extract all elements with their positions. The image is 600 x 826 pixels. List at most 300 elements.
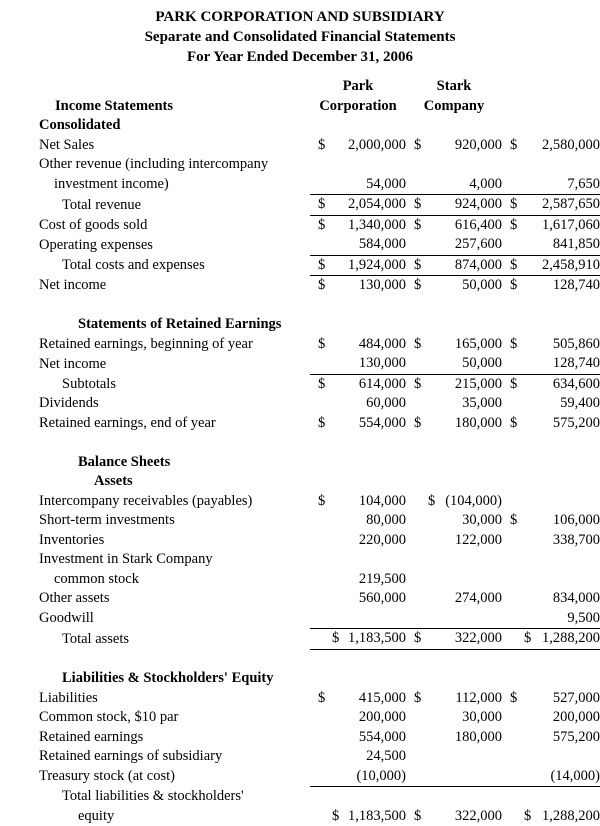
row-label: equity bbox=[0, 807, 310, 826]
amount-value: 415,000 bbox=[359, 689, 406, 709]
amount-wrap bbox=[502, 354, 600, 374]
table-row bbox=[0, 235, 600, 255]
row-label: Other revenue (including intercompany bbox=[0, 155, 310, 175]
table-row bbox=[0, 767, 600, 787]
amount-wrap bbox=[406, 375, 502, 395]
currency-symbol: $ bbox=[310, 216, 325, 236]
section-heading-row bbox=[0, 116, 600, 136]
column-header-stark-line2: Company bbox=[406, 97, 502, 117]
amount-cell bbox=[406, 374, 502, 394]
table-row bbox=[0, 550, 600, 570]
row-label: investment income) bbox=[0, 175, 310, 195]
amount-cell bbox=[406, 629, 502, 650]
amount-cell bbox=[406, 531, 502, 551]
amount-wrap bbox=[406, 136, 502, 156]
table-row bbox=[0, 414, 600, 434]
amount-value: 50,000 bbox=[462, 276, 502, 296]
row-label: Retained earnings, end of year bbox=[0, 414, 310, 434]
amount-value: 219,500 bbox=[359, 570, 406, 590]
row-label: Retained earnings bbox=[0, 728, 310, 748]
amount-cell bbox=[406, 414, 502, 434]
amount-value: 322,000 bbox=[455, 629, 502, 649]
amount-cell bbox=[406, 155, 502, 175]
amount-value: 1,924,000 bbox=[348, 256, 406, 276]
table-row bbox=[0, 531, 600, 551]
amount-value: 560,000 bbox=[359, 589, 406, 609]
amount-wrap bbox=[502, 216, 600, 236]
amount-cell bbox=[406, 136, 502, 156]
amount-value: 841,850 bbox=[553, 235, 600, 255]
column-header-park-line1: Park bbox=[310, 77, 406, 97]
amount-value: 2,054,000 bbox=[348, 195, 406, 215]
amount-cell bbox=[310, 728, 406, 748]
amount-value: 484,000 bbox=[359, 335, 406, 355]
amount-wrap bbox=[406, 335, 502, 355]
currency-symbol: $ bbox=[502, 335, 517, 355]
amount-wrap bbox=[406, 708, 502, 728]
amount-cell bbox=[406, 335, 502, 355]
table-row bbox=[0, 570, 600, 590]
currency-symbol: $ bbox=[310, 136, 325, 156]
currency-symbol: $ bbox=[502, 629, 531, 649]
amount-cell bbox=[502, 235, 600, 255]
amount-wrap bbox=[406, 689, 502, 709]
amount-value: 50,000 bbox=[462, 354, 502, 374]
amount-cell bbox=[406, 255, 502, 276]
amount-cell bbox=[406, 787, 502, 807]
amount-wrap bbox=[502, 589, 600, 609]
row-spacer bbox=[0, 296, 600, 316]
currency-symbol: $ bbox=[310, 807, 339, 826]
amount-cell bbox=[406, 511, 502, 531]
amount-value: 834,000 bbox=[553, 589, 600, 609]
table-row bbox=[0, 354, 600, 374]
amount-cell bbox=[406, 708, 502, 728]
amount-cell bbox=[502, 747, 600, 767]
currency-symbol: $ bbox=[406, 276, 421, 296]
amount-cell bbox=[502, 155, 600, 175]
amount-wrap bbox=[310, 394, 406, 414]
amount-cell bbox=[310, 807, 406, 826]
table-row bbox=[0, 374, 600, 394]
section-heading-row bbox=[0, 453, 600, 473]
amount-cell bbox=[310, 374, 406, 394]
amount-value: 1,183,500 bbox=[348, 629, 406, 649]
section-heading-balance-sheets: Balance Sheets bbox=[0, 453, 600, 473]
amount-value: 257,600 bbox=[455, 235, 502, 255]
amount-wrap bbox=[406, 216, 502, 236]
currency-symbol: $ bbox=[406, 629, 421, 649]
amount-value: 616,400 bbox=[455, 216, 502, 236]
section-heading-liabilities-equity: Liabilities & Stockholders' Equity bbox=[0, 669, 600, 689]
amount-value: 9,500 bbox=[567, 609, 600, 629]
amount-value: 60,000 bbox=[366, 394, 406, 414]
amount-value: 30,000 bbox=[462, 511, 502, 531]
amount-wrap bbox=[502, 394, 600, 414]
row-label: Net income bbox=[0, 354, 310, 374]
amount-wrap bbox=[502, 375, 600, 395]
amount-wrap bbox=[310, 531, 406, 551]
amount-wrap bbox=[502, 511, 600, 531]
amount-value: 575,200 bbox=[553, 414, 600, 434]
row-label: Common stock, $10 par bbox=[0, 708, 310, 728]
amount-wrap bbox=[502, 629, 600, 649]
amount-cell bbox=[310, 787, 406, 807]
table-row bbox=[0, 335, 600, 355]
row-label: Retained earnings of subsidiary bbox=[0, 747, 310, 767]
amount-value: 165,000 bbox=[455, 335, 502, 355]
amount-value: 4,000 bbox=[469, 175, 502, 195]
amount-wrap bbox=[502, 807, 600, 826]
amount-value: 920,000 bbox=[455, 136, 502, 156]
section-heading-consolidated: Consolidated bbox=[0, 116, 600, 136]
amount-wrap bbox=[502, 689, 600, 709]
spacer-cell bbox=[0, 433, 600, 453]
amount-wrap bbox=[310, 256, 406, 276]
currency-symbol: $ bbox=[310, 492, 325, 512]
amount-wrap bbox=[310, 807, 406, 826]
currency-symbol: $ bbox=[310, 195, 325, 215]
currency-symbol: $ bbox=[310, 414, 325, 434]
table-row bbox=[0, 747, 600, 767]
amount-cell bbox=[310, 335, 406, 355]
table-row bbox=[0, 175, 600, 195]
amount-wrap bbox=[502, 175, 600, 195]
amount-cell bbox=[406, 235, 502, 255]
amount-value: 80,000 bbox=[366, 511, 406, 531]
amount-cell bbox=[310, 689, 406, 709]
amount-wrap bbox=[502, 195, 600, 215]
amount-cell bbox=[310, 215, 406, 235]
section-heading-assets: Assets bbox=[0, 472, 600, 492]
amount-value: 106,000 bbox=[553, 511, 600, 531]
amount-wrap bbox=[406, 728, 502, 748]
section-heading-row bbox=[0, 472, 600, 492]
amount-wrap bbox=[310, 414, 406, 434]
amount-cell bbox=[406, 394, 502, 414]
currency-symbol: $ bbox=[502, 195, 517, 215]
currency-symbol: $ bbox=[310, 256, 325, 276]
amount-wrap bbox=[310, 335, 406, 355]
amount-cell bbox=[406, 689, 502, 709]
amount-cell bbox=[502, 689, 600, 709]
currency-symbol: $ bbox=[406, 807, 421, 826]
amount-cell bbox=[406, 550, 502, 570]
amount-cell bbox=[502, 787, 600, 807]
amount-wrap bbox=[310, 375, 406, 395]
amount-value: 505,860 bbox=[553, 335, 600, 355]
table-row bbox=[0, 136, 600, 156]
table-row bbox=[0, 728, 600, 748]
amount-wrap bbox=[310, 767, 406, 787]
amount-cell bbox=[406, 175, 502, 195]
amount-wrap bbox=[406, 531, 502, 551]
amount-cell bbox=[310, 492, 406, 512]
amount-value: 584,000 bbox=[359, 235, 406, 255]
amount-cell bbox=[310, 175, 406, 195]
amount-wrap bbox=[310, 195, 406, 215]
spacer-cell bbox=[0, 296, 600, 316]
amount-value: 338,700 bbox=[553, 531, 600, 551]
row-label: Operating expenses bbox=[0, 235, 310, 255]
amount-wrap bbox=[310, 216, 406, 236]
amount-cell bbox=[310, 629, 406, 650]
amount-cell bbox=[502, 492, 600, 512]
amount-wrap bbox=[406, 235, 502, 255]
amount-wrap bbox=[310, 175, 406, 195]
table-row bbox=[0, 609, 600, 629]
amount-value: 130,000 bbox=[359, 354, 406, 374]
currency-symbol: $ bbox=[310, 375, 325, 395]
amount-value: 1,183,500 bbox=[348, 807, 406, 826]
amount-value: 112,000 bbox=[455, 689, 502, 709]
currency-symbol: $ bbox=[502, 807, 531, 826]
amount-cell bbox=[502, 708, 600, 728]
amount-cell bbox=[310, 708, 406, 728]
amount-wrap bbox=[310, 589, 406, 609]
amount-wrap bbox=[406, 511, 502, 531]
amount-wrap bbox=[406, 276, 502, 296]
amount-value: 274,000 bbox=[455, 589, 502, 609]
amount-wrap bbox=[310, 354, 406, 374]
table-row bbox=[0, 708, 600, 728]
currency-symbol: $ bbox=[502, 689, 517, 709]
financial-statements-table bbox=[0, 77, 600, 826]
amount-value: 104,000 bbox=[359, 492, 406, 512]
amount-wrap bbox=[406, 492, 502, 512]
currency-symbol: $ bbox=[310, 629, 339, 649]
amount-cell bbox=[502, 589, 600, 609]
section-heading-row bbox=[0, 315, 600, 335]
amount-cell bbox=[310, 235, 406, 255]
column-header-consolidated-blank bbox=[502, 77, 600, 97]
amount-value: 24,500 bbox=[366, 747, 406, 767]
amount-cell bbox=[310, 195, 406, 216]
row-label: Liabilities bbox=[0, 689, 310, 709]
amount-cell bbox=[502, 394, 600, 414]
amount-value: 2,587,650 bbox=[542, 195, 600, 215]
amount-value: 59,400 bbox=[560, 394, 600, 414]
row-label: Net income bbox=[0, 276, 310, 296]
amount-value: 35,000 bbox=[462, 394, 502, 414]
amount-value: 220,000 bbox=[359, 531, 406, 551]
column-header-stark-line1: Stark bbox=[406, 77, 502, 97]
amount-wrap bbox=[310, 570, 406, 590]
row-label: Goodwill bbox=[0, 609, 310, 629]
amount-cell bbox=[502, 609, 600, 629]
currency-symbol: $ bbox=[310, 276, 325, 296]
amount-value: 554,000 bbox=[359, 728, 406, 748]
amount-cell bbox=[310, 414, 406, 434]
amount-wrap bbox=[310, 747, 406, 767]
amount-cell bbox=[310, 747, 406, 767]
amount-cell bbox=[502, 255, 600, 276]
amount-cell bbox=[310, 531, 406, 551]
amount-wrap bbox=[406, 629, 502, 649]
amount-cell bbox=[502, 335, 600, 355]
row-label: Dividends bbox=[0, 394, 310, 414]
amount-wrap bbox=[310, 276, 406, 296]
amount-cell bbox=[502, 511, 600, 531]
row-label: Intercompany receivables (payables) bbox=[0, 492, 310, 512]
amount-wrap bbox=[406, 354, 502, 374]
amount-cell bbox=[406, 215, 502, 235]
amount-value: 527,000 bbox=[553, 689, 600, 709]
amount-cell bbox=[406, 570, 502, 590]
title-line-2: Separate and Consolidated Financial Statements bbox=[0, 27, 600, 47]
amount-value: 2,000,000 bbox=[348, 136, 406, 156]
amount-wrap bbox=[406, 394, 502, 414]
amount-cell bbox=[502, 414, 600, 434]
currency-symbol: $ bbox=[406, 136, 421, 156]
currency-symbol: $ bbox=[502, 216, 517, 236]
amount-value: 128,740 bbox=[553, 276, 600, 296]
amount-cell bbox=[502, 136, 600, 156]
table-row bbox=[0, 215, 600, 235]
row-label: Subtotals bbox=[0, 374, 310, 394]
amount-cell bbox=[310, 255, 406, 276]
table-row bbox=[0, 492, 600, 512]
amount-wrap bbox=[310, 235, 406, 255]
amount-value: (104,000) bbox=[445, 492, 502, 512]
column-header-income-statements: Income Statements bbox=[0, 97, 310, 117]
amount-value: 128,740 bbox=[553, 354, 600, 374]
column-header-park-line2: Corporation bbox=[310, 97, 406, 117]
currency-symbol: $ bbox=[406, 335, 421, 355]
amount-wrap bbox=[502, 708, 600, 728]
amount-cell bbox=[502, 195, 600, 216]
table-row bbox=[0, 629, 600, 650]
document-title-block bbox=[0, 0, 600, 67]
currency-symbol: $ bbox=[502, 276, 517, 296]
column-header-consolidated-blank-2 bbox=[502, 97, 600, 117]
amount-cell bbox=[406, 807, 502, 826]
amount-value: 54,000 bbox=[366, 175, 406, 195]
amount-cell bbox=[502, 550, 600, 570]
table-row bbox=[0, 511, 600, 531]
amount-wrap bbox=[502, 414, 600, 434]
amount-cell bbox=[310, 136, 406, 156]
row-label: Inventories bbox=[0, 531, 310, 551]
currency-symbol: $ bbox=[406, 375, 421, 395]
table-row bbox=[0, 589, 600, 609]
amount-wrap bbox=[406, 175, 502, 195]
column-header-row-2 bbox=[0, 97, 600, 117]
amount-wrap bbox=[406, 414, 502, 434]
amount-wrap bbox=[406, 589, 502, 609]
spacer-cell bbox=[0, 649, 600, 669]
row-spacer bbox=[0, 433, 600, 453]
table-row bbox=[0, 689, 600, 709]
row-label: Total assets bbox=[0, 629, 310, 650]
amount-wrap bbox=[406, 256, 502, 276]
table-row bbox=[0, 255, 600, 276]
amount-cell bbox=[310, 609, 406, 629]
table-row bbox=[0, 276, 600, 296]
table-row bbox=[0, 787, 600, 807]
currency-symbol: $ bbox=[406, 256, 421, 276]
row-label: Net Sales bbox=[0, 136, 310, 156]
amount-cell bbox=[310, 155, 406, 175]
amount-cell bbox=[502, 374, 600, 394]
row-label: Other assets bbox=[0, 589, 310, 609]
amount-value: 180,000 bbox=[455, 728, 502, 748]
currency-symbol: $ bbox=[406, 492, 435, 512]
amount-wrap bbox=[502, 609, 600, 629]
amount-wrap bbox=[310, 708, 406, 728]
amount-cell bbox=[406, 767, 502, 787]
amount-value: 122,000 bbox=[455, 531, 502, 551]
amount-wrap bbox=[502, 235, 600, 255]
amount-cell bbox=[406, 609, 502, 629]
amount-value: 30,000 bbox=[462, 708, 502, 728]
amount-cell bbox=[310, 570, 406, 590]
amount-wrap bbox=[310, 511, 406, 531]
amount-cell bbox=[502, 215, 600, 235]
amount-wrap bbox=[502, 728, 600, 748]
row-label: Total costs and expenses bbox=[0, 255, 310, 276]
amount-value: 180,000 bbox=[455, 414, 502, 434]
amount-cell bbox=[406, 589, 502, 609]
amount-value: (10,000) bbox=[356, 767, 406, 787]
amount-cell bbox=[310, 589, 406, 609]
amount-cell bbox=[406, 195, 502, 216]
amount-cell bbox=[502, 767, 600, 787]
amount-cell bbox=[502, 276, 600, 296]
amount-cell bbox=[310, 354, 406, 374]
amount-wrap bbox=[310, 492, 406, 512]
amount-cell bbox=[406, 354, 502, 374]
amount-value: 874,000 bbox=[455, 256, 502, 276]
amount-value: 130,000 bbox=[359, 276, 406, 296]
amount-wrap bbox=[310, 728, 406, 748]
amount-value: 215,000 bbox=[455, 375, 502, 395]
amount-wrap bbox=[502, 136, 600, 156]
amount-cell bbox=[406, 276, 502, 296]
table-row bbox=[0, 155, 600, 175]
amount-value: 924,000 bbox=[455, 195, 502, 215]
amount-value: 200,000 bbox=[359, 708, 406, 728]
currency-symbol: $ bbox=[502, 136, 517, 156]
column-header-spacer bbox=[0, 77, 310, 97]
amount-cell bbox=[502, 807, 600, 826]
amount-value: (14,000) bbox=[550, 767, 600, 787]
table-row bbox=[0, 394, 600, 414]
amount-cell bbox=[406, 492, 502, 512]
amount-value: 322,000 bbox=[455, 807, 502, 826]
amount-value: 1,617,060 bbox=[542, 216, 600, 236]
amount-cell bbox=[502, 728, 600, 748]
amount-value: 634,600 bbox=[553, 375, 600, 395]
amount-wrap bbox=[502, 767, 600, 787]
row-label: Treasury stock (at cost) bbox=[0, 767, 310, 787]
amount-wrap bbox=[310, 689, 406, 709]
currency-symbol: $ bbox=[406, 414, 421, 434]
currency-symbol: $ bbox=[310, 335, 325, 355]
currency-symbol: $ bbox=[406, 216, 421, 236]
amount-value: 575,200 bbox=[553, 728, 600, 748]
amount-value: 1,340,000 bbox=[348, 216, 406, 236]
title-line-1: PARK CORPORATION AND SUBSIDIARY bbox=[0, 7, 600, 27]
amount-cell bbox=[502, 570, 600, 590]
section-heading-retained-earnings: Statements of Retained Earnings bbox=[0, 315, 600, 335]
row-label: Retained earnings, beginning of year bbox=[0, 335, 310, 355]
row-label: Total revenue bbox=[0, 195, 310, 216]
amount-cell bbox=[310, 550, 406, 570]
amount-value: 2,580,000 bbox=[542, 136, 600, 156]
row-label: common stock bbox=[0, 570, 310, 590]
amount-value: 614,000 bbox=[359, 375, 406, 395]
